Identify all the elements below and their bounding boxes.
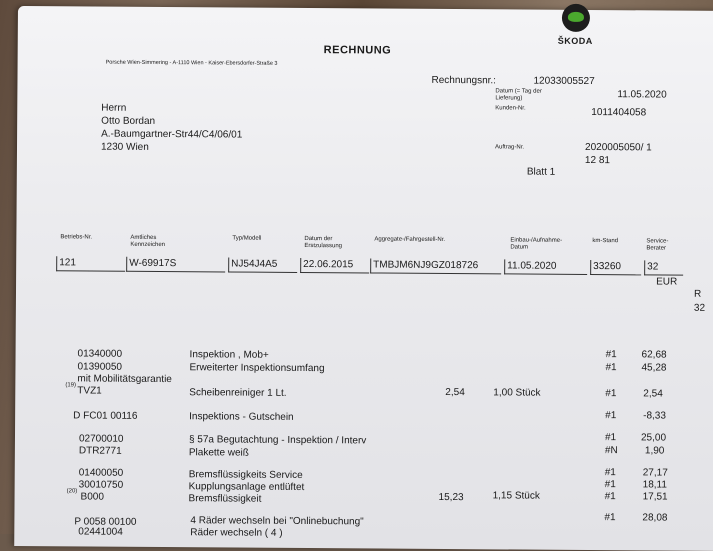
- skoda-logo: [558, 4, 608, 48]
- date-label-1: Datum (= Tag der: [495, 88, 542, 95]
- date-label-2: Lieferung): [495, 95, 523, 102]
- hdr-kennzeichen-2: Kennzeichen: [130, 241, 166, 249]
- recipient-city: 1230 Wien: [100, 141, 149, 153]
- hdr-betrieb: Betriebs-Nr.: [60, 234, 93, 241]
- item-amount: 17,51: [642, 491, 668, 503]
- item-desc: Räder wechseln ( 4 ): [190, 527, 283, 539]
- customer-no: 1011404058: [591, 107, 647, 119]
- val-km: 33260: [590, 260, 641, 275]
- item-tax: #1: [605, 349, 617, 361]
- item-code: D FC01 00116: [73, 410, 138, 422]
- item-code: 30010750: [78, 479, 124, 491]
- item-footnote: (19): [65, 382, 77, 389]
- order-label: Auftrag-Nr.: [495, 144, 525, 151]
- item-desc: Kupplungsanlage entlüftet: [188, 481, 305, 494]
- val-einbau: 11.05.2020: [504, 259, 587, 275]
- item-code: TVZ1: [77, 385, 102, 397]
- item-amount: 62,68: [641, 349, 667, 361]
- item-desc: Scheibenreiniger 1 Lt.: [189, 387, 287, 399]
- hdr-einbau-1: Einbau-/Aufnahme-: [510, 237, 563, 244]
- hdr-erst-1: Datum der: [304, 236, 333, 243]
- item-footnote: (20): [66, 488, 78, 495]
- order-no: 2020005050/ 1: [584, 141, 652, 154]
- item-amount: -8,33: [643, 410, 666, 422]
- hdr-typ: Typ/Modell: [232, 235, 262, 242]
- recipient-street: A.-Baumgartner-Str44/C4/06/01: [101, 128, 243, 141]
- hdr-service-1: Service-: [646, 238, 669, 245]
- item-tax: #1: [605, 362, 617, 374]
- item-desc: Plakette weiß: [188, 447, 249, 459]
- item-desc: Inspektion , Mob+: [189, 349, 269, 361]
- recipient-salutation: Herrn: [101, 102, 127, 114]
- item-tax: #1: [604, 512, 616, 524]
- brand-name: ŠKODA: [557, 35, 593, 47]
- item-code: 02441004: [78, 526, 123, 538]
- hdr-aggregat: Aggregate-/Fahrgestell-Nr.: [374, 236, 446, 243]
- item-desc: 4 Räder wechseln bei "Onlinebuchung": [190, 515, 364, 528]
- item-tax: #1: [604, 467, 616, 479]
- item-unit-price: 15,23: [438, 491, 464, 504]
- recipient-name: Otto Bordan: [101, 115, 156, 127]
- item-note: mit Mobilitätsgarantie: [77, 373, 172, 386]
- edge-32: 32: [693, 302, 706, 314]
- item-desc: Bremsflüssigkeits Service: [188, 469, 303, 481]
- val-erst: 22.06.2015: [300, 258, 369, 273]
- item-desc: Erweiterter Inspektionsumfang: [189, 362, 325, 375]
- val-aggregat: TMBJM6NJ9GZ018726: [370, 258, 501, 274]
- val-typ: NJ54J4A5: [228, 257, 297, 272]
- item-amount: 18,11: [642, 479, 668, 491]
- val-betrieb: 121: [56, 256, 125, 271]
- item-tax: #N: [604, 445, 618, 457]
- hdr-km: km-Stand: [592, 238, 619, 245]
- item-code: 02700010: [78, 433, 124, 445]
- item-desc: § 57a Begutachtung - Inspektion / Interv: [188, 434, 367, 447]
- hdr-einbau-2: Datum: [510, 244, 529, 251]
- order-sub: 12 81: [584, 154, 611, 167]
- item-desc: Inspektions - Gutschein: [189, 411, 294, 423]
- invoice-no: 12033005527: [533, 75, 595, 88]
- item-amount: 28,08: [642, 512, 668, 524]
- item-code: B000: [80, 491, 104, 503]
- item-tax: #1: [605, 388, 617, 400]
- item-amount: 27,17: [642, 467, 668, 479]
- hdr-kennzeichen-1: Amtliches: [130, 234, 157, 241]
- item-tax: #1: [604, 479, 616, 491]
- val-service: 32: [644, 260, 683, 275]
- item-qty: 1,00 Stück: [493, 387, 541, 399]
- item-tax: #1: [605, 410, 617, 422]
- item-amount: 45,28: [641, 362, 667, 374]
- invoice-no-label: Rechnungsnr.:: [431, 74, 497, 87]
- item-amount: 2,54: [643, 388, 663, 400]
- item-tax: #1: [604, 432, 617, 444]
- sender-line: Porsche Wien-Simmering - A-1110 Wien - Kaiser-Ebersdorfer-Straße 3: [105, 59, 278, 67]
- customer-no-label: Kunden-Nr.: [495, 105, 526, 112]
- item-unit-price: 2,54: [445, 386, 465, 399]
- sheet-number: Blatt 1: [526, 166, 556, 178]
- hdr-service-2: Berater: [646, 245, 667, 252]
- invoice-date: 11.05.2020: [617, 89, 667, 101]
- item-code: 01400050: [78, 467, 124, 479]
- document-title: RECHNUNG: [323, 44, 392, 57]
- item-amount: 1,90: [644, 445, 665, 457]
- item-desc: Bremsflüssigkeit: [188, 493, 262, 505]
- item-code: 01390050: [77, 361, 123, 373]
- item-code: DTR2771: [78, 445, 122, 457]
- hdr-erst-2: Erstzulassung: [304, 243, 343, 250]
- item-tax: #1: [604, 491, 616, 503]
- item-code: P 0058 00100: [74, 516, 137, 528]
- invoice-sheet: [14, 6, 713, 551]
- currency: EUR: [656, 276, 678, 288]
- skoda-arrow-icon: [568, 12, 584, 22]
- item-code: 01340000: [77, 348, 123, 360]
- edge-r: R: [693, 288, 702, 300]
- val-kennzeichen: W-69917S: [126, 257, 225, 273]
- item-amount: 25,00: [640, 432, 667, 444]
- item-qty: 1,15 Stück: [492, 490, 540, 502]
